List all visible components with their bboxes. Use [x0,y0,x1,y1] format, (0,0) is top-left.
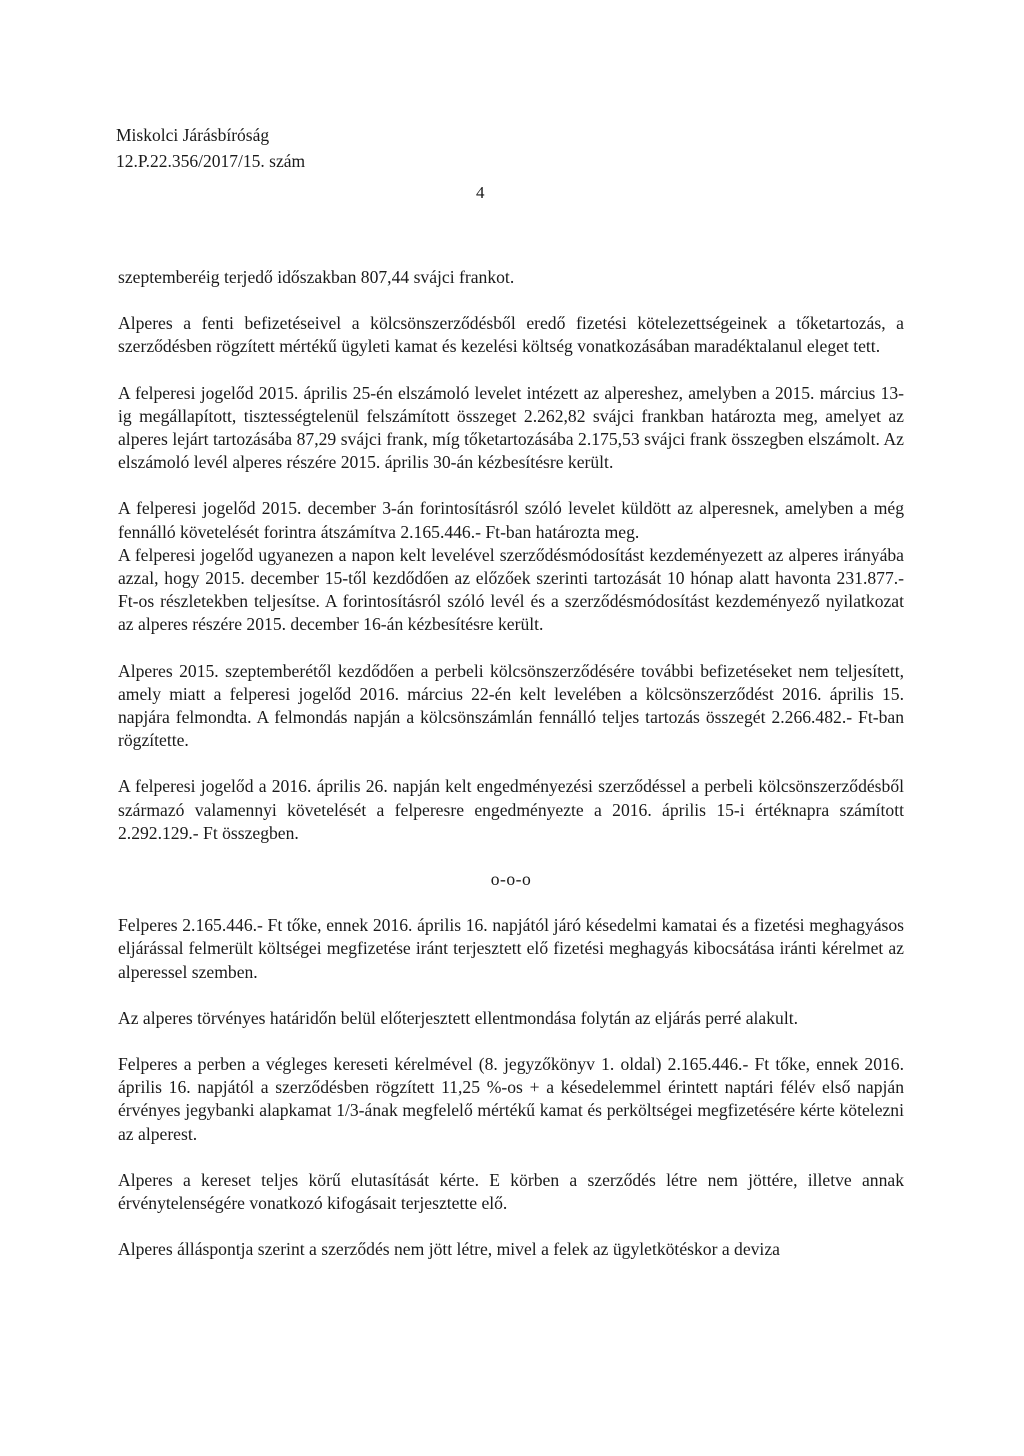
paragraph: A felperesi jogelőd ugyanezen a napon kelt levelével szerződésmódosítást kezdeményezett az alperes irányába azzal, hogy 2015. december 15-től kezdődően az előzőek szerinti tartozását 10 hónap alatt havonta 231.877.- Ft-os részletekben teljesítse. A forintosításról szóló levél és a szerződésmódosítást kezdeményező nyilatkozat az alperes részére 2015. december 16-án kézbesítésre került. [118,544,904,635]
paragraph: Alperes álláspontja szerint a szerződés nem jött létre, mivel a felek az ügyletkötéskor a deviza [118,1239,780,1260]
paragraph: Felperes a perben a végleges kereseti kérelmével (8. jegyzőkönyv 1. oldal) 2.165.446.- Ft tőke, ennek 2016. április 16. napjától a szerződésben rögzített 11,25 %-os + a késedelemmel érintett naptári félév első napján érvényes jegybanki alapkamat 1/3-ának megfelelő mértékű kamat és perköltségei megfizetésére kérte kötelezni az alperest. [118,1054,904,1144]
paragraph: Felperes 2.165.446.- Ft tőke, ennek 2016. április 16. napjától járó késedelmi kamatai és a fizetési meghagyásos eljárással felmerült költségei megfizetése iránt terjesztett elő fizetési meghagyás kibocsátása iránti kérelmet az alperessel szemben. [118,915,904,982]
section-separator: o-o-o [490,869,532,890]
page-number: 4 [476,183,485,202]
paragraph: Alperes a fenti befizetéseivel a kölcsönszerződésből eredő fizetési kötelezettségeinek a tőketartozás, a szerződésben rögzített mértékű ügyleti kamat és kezelési költség vonatkozásában maradéktalanul eleget tett. [118,313,904,357]
paragraph: A felperesi jogelőd 2015. április 25-én elszámoló levelet intézett az alpereshez, amelyben a 2015. március 13-ig megállapított, tisztességtelenül felszámított összeget 2.262,82 svájci frankban határozta meg, amelyet az alperes lejárt tartozásába 87,29 svájci frank, míg tőketartozásába 2.175,53 svájci frank összegben elszámolt. Az elszámoló levél alperes részére 2015. április 30-án kézbesítésre került. [118,382,904,473]
paragraph: szeptemberéig terjedő időszakban 807,44 svájci frankot. [118,267,515,287]
paragraph: A felperesi jogelőd a 2016. április 26. napján kelt engedményezési szerződéssel a perbeli kölcsönszerződésből származó valamennyi követelését a felperesre engedményezte a 2016. április 15-i értéknapra számított 2.292.129.- Ft összegben. [118,776,904,843]
paragraph: Alperes a kereset teljes körű elutasítását kérte. E körben a szerződés létre nem jöttére, illetve annak érvénytelenségére vonatkozó kifogásait terjesztette elő. [118,1169,904,1214]
paragraph: A felperesi jogelőd 2015. december 3-án forintosításról szóló levelet küldött az alperesnek, amelyben a még fennálló követelését forintra átszámítva 2.165.446.- Ft-ban határozta meg. [118,498,904,542]
paragraph: Alperes 2015. szeptemberétől kezdődően a perbeli kölcsönszerződésére további befizetéseket nem teljesített, amely miatt a felperesi jogelőd 2016. március 22-én kelt levelében a kölcsönszerződést 2016. április 15. napjára felmondta. A felmondás napján a kölcsönszámlán fennálló teljes tartozás összegét 2.266.482.- Ft-ban rögzítette. [118,660,904,751]
document-body [118,266,904,1285]
case-number: 12.P.22.356/2017/15. szám [116,151,306,171]
paragraph: Az alperes törvényes határidőn belül előterjesztett ellentmondása folytán az eljárás perré alakult. [118,1007,798,1028]
court-name: Miskolci Járásbíróság [116,125,270,145]
